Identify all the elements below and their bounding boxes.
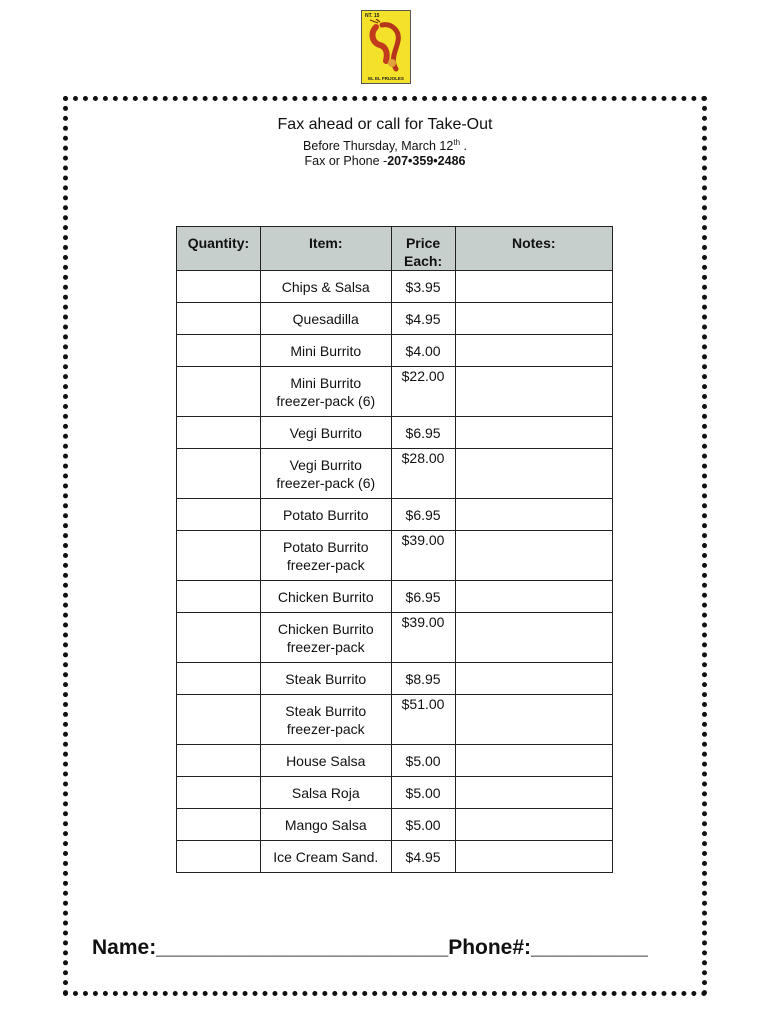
quantity-cell[interactable] [177, 449, 261, 499]
header-notes: Notes: [455, 227, 612, 271]
notes-cell[interactable] [455, 531, 612, 581]
price-cell: $4.95 [391, 841, 455, 873]
item-cell: Chips & Salsa [260, 271, 391, 303]
table-row [177, 809, 613, 841]
contact-text: Fax or Phone -207•359•2486 [304, 154, 466, 168]
quantity-cell[interactable] [177, 531, 261, 581]
quantity-cell[interactable] [177, 745, 261, 777]
item-cell: Ice Cream Sand. [260, 841, 391, 873]
headline: Fax ahead or call for Take-Out [277, 116, 493, 133]
quantity-cell[interactable] [177, 613, 261, 663]
loteria-logo [361, 10, 411, 84]
item-cell: Quesadilla [260, 303, 391, 335]
quantity-cell[interactable] [177, 335, 261, 367]
price-cell: $3.95 [391, 271, 455, 303]
shrimp-icon [366, 19, 408, 73]
table-row [177, 581, 613, 613]
phone-number: 207•359•2486 [387, 154, 466, 168]
item-cell: Mini Burrito [260, 335, 391, 367]
price-cell: $8.95 [391, 663, 455, 695]
notes-cell[interactable] [455, 335, 612, 367]
table-row [177, 663, 613, 695]
price-cell: $5.00 [391, 809, 455, 841]
table-row [177, 841, 613, 873]
logo-caption: EL EL FRIJOLES [368, 76, 404, 81]
notes-cell[interactable] [455, 745, 612, 777]
item-cell: Chicken Burrito freezer-pack [260, 613, 391, 663]
table-row [177, 303, 613, 335]
notes-cell[interactable] [455, 303, 612, 335]
quantity-cell[interactable] [177, 581, 261, 613]
table-row [177, 367, 613, 417]
notes-cell[interactable] [455, 663, 612, 695]
price-cell: $39.00 [391, 613, 455, 663]
table-header-row [177, 227, 613, 271]
table-row [177, 695, 613, 745]
quantity-cell[interactable] [177, 841, 261, 873]
table-row [177, 613, 613, 663]
notes-cell[interactable] [455, 613, 612, 663]
quantity-cell[interactable] [177, 695, 261, 745]
notes-cell[interactable] [455, 417, 612, 449]
footer-contact-line [92, 936, 648, 960]
notes-cell[interactable] [455, 367, 612, 417]
price-cell: $4.00 [391, 335, 455, 367]
header-price: Price Each: [391, 227, 455, 271]
item-cell: Potato Burrito [260, 499, 391, 531]
table-row [177, 417, 613, 449]
price-cell: $39.00 [391, 531, 455, 581]
price-cell: $6.95 [391, 581, 455, 613]
notes-cell[interactable] [455, 581, 612, 613]
price-cell: $4.95 [391, 303, 455, 335]
header-item: Item: [260, 227, 391, 271]
item-cell: Vegi Burrito [260, 417, 391, 449]
table-row [177, 531, 613, 581]
item-cell: Steak Burrito freezer-pack [260, 695, 391, 745]
quantity-cell[interactable] [177, 663, 261, 695]
order-table [176, 226, 613, 873]
price-cell: $28.00 [391, 449, 455, 499]
price-cell: $5.00 [391, 777, 455, 809]
table-row [177, 499, 613, 531]
item-cell: House Salsa [260, 745, 391, 777]
item-cell: Vegi Burrito freezer-pack (6) [260, 449, 391, 499]
table-row [177, 449, 613, 499]
notes-cell[interactable] [455, 271, 612, 303]
item-cell: Salsa Roja [260, 777, 391, 809]
phone-label: Phone#: [448, 936, 532, 959]
price-cell: $51.00 [391, 695, 455, 745]
table-row [177, 745, 613, 777]
notes-cell[interactable] [455, 841, 612, 873]
notes-cell[interactable] [455, 499, 612, 531]
name-input-line[interactable]: _________________________ [156, 936, 449, 959]
price-cell: $6.95 [391, 417, 455, 449]
quantity-cell[interactable] [177, 809, 261, 841]
item-cell: Potato Burrito freezer-pack [260, 531, 391, 581]
header-quantity: Quantity: [177, 227, 261, 271]
table-row [177, 335, 613, 367]
quantity-cell[interactable] [177, 271, 261, 303]
price-cell: $6.95 [391, 499, 455, 531]
notes-cell[interactable] [455, 777, 612, 809]
quantity-cell[interactable] [177, 303, 261, 335]
phone-input-line[interactable]: __________ [531, 936, 648, 959]
item-cell: Mango Salsa [260, 809, 391, 841]
table-row [177, 777, 613, 809]
item-cell: Mini Burrito freezer-pack (6) [260, 367, 391, 417]
notes-cell[interactable] [455, 809, 612, 841]
quantity-cell[interactable] [177, 499, 261, 531]
deadline-text: Before Thursday, March 12th . [303, 138, 467, 154]
price-cell: $5.00 [391, 745, 455, 777]
item-cell: Steak Burrito [260, 663, 391, 695]
price-cell: $22.00 [391, 367, 455, 417]
notes-cell[interactable] [455, 695, 612, 745]
quantity-cell[interactable] [177, 367, 261, 417]
notes-cell[interactable] [455, 449, 612, 499]
name-label: Name: [92, 936, 157, 959]
quantity-cell[interactable] [177, 777, 261, 809]
quantity-cell[interactable] [177, 417, 261, 449]
item-cell: Chicken Burrito [260, 581, 391, 613]
logo-number: NT. 15 [365, 13, 380, 19]
table-row [177, 271, 613, 303]
